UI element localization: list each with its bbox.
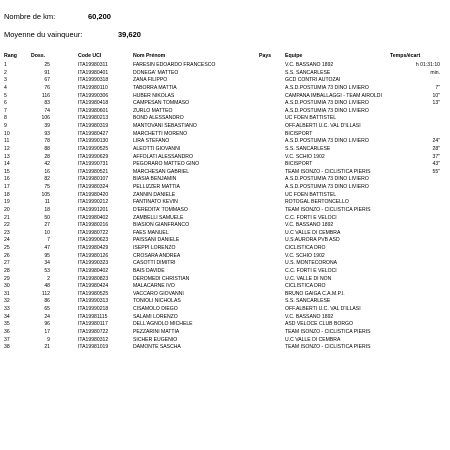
cell-team: U.C VALLE DI CEMBRA (285, 336, 341, 343)
table-row (0, 298, 450, 306)
cell-code: ITA19990629 (78, 153, 109, 160)
cell-rang: 23 (4, 229, 10, 236)
cell-doss: 106 (41, 115, 50, 122)
table-row (0, 344, 450, 352)
cell-doss: 25 (44, 62, 50, 68)
cell-code: ITA19980521 (78, 168, 109, 175)
cell-rang: 11 (4, 138, 10, 145)
cell-doss: 42 (44, 161, 50, 168)
cell-doss: 95 (44, 252, 50, 259)
cell-rang: 19 (4, 199, 10, 206)
cell-name: ALEOTTI GIOVANNI (133, 145, 181, 152)
cell-code: ITA19990525 (78, 145, 109, 152)
cell-doss: 86 (44, 298, 50, 305)
cell-team: A.S.D.POSTUMIA 73 DINO LIVIERO (285, 176, 369, 183)
cell-code: ITA19990130 (78, 138, 109, 145)
cell-rang: 2 (4, 69, 7, 76)
cell-doss: 116 (41, 92, 50, 99)
cell-name: VACCARO GIOVANNI (133, 290, 184, 297)
cell-doss: 2 (47, 275, 50, 282)
cell-team: BICISPORT (285, 161, 313, 168)
cell-name: BIASION GIANFRANCO (133, 222, 190, 229)
cell-time: h 01:31:10 (415, 62, 440, 68)
cell-code: ITA19990306 (78, 92, 109, 99)
distance-label: Nombre de km: (4, 12, 56, 21)
cell-rang: 28 (4, 267, 10, 274)
cell-name: MALACARNE IVO (133, 283, 175, 290)
cell-team: V.C. BASSANO 1892 (285, 222, 334, 229)
cell-doss: 76 (44, 84, 50, 91)
table-row (0, 215, 450, 223)
table-row (0, 70, 450, 78)
cell-doss: 93 (44, 130, 50, 137)
table-row (0, 253, 450, 261)
cell-name: DAMONTE SASCHA (133, 344, 181, 351)
cell-doss: 34 (44, 260, 50, 267)
cell-code: ITA19980418 (78, 100, 109, 107)
cell-name: ISEPPI LORENZO (133, 245, 176, 251)
table-row (0, 115, 450, 123)
cell-doss: 48 (44, 283, 50, 290)
cell-name: MARCHETTI MORENO (133, 130, 188, 137)
cell-code: ITA19980110 (78, 84, 108, 91)
cell-code: ITA19981019 (78, 344, 109, 351)
cell-code: ITA19981115 (78, 313, 108, 320)
table-row (0, 237, 450, 245)
cell-team: C.C. FORTI E VELOCI (285, 267, 337, 274)
cell-name: BIASIA BENJAMIN (133, 176, 177, 183)
cell-doss: 82 (44, 176, 50, 183)
cell-team: V.C. BASSANO 1892 (285, 313, 334, 320)
table-row (0, 108, 450, 116)
cell-rang: 29 (4, 275, 10, 282)
cell-code: ITA19980319 (78, 123, 109, 129)
table-row (0, 283, 450, 291)
table-row (0, 131, 450, 139)
cell-doss: 75 (44, 184, 50, 190)
cell-team: UC FOEN BATTISTEL (285, 115, 337, 122)
cell-rang: 37 (4, 336, 10, 343)
table-row (0, 93, 450, 101)
cell-name: HUBER NIKOLAS (133, 92, 175, 99)
cell-doss: 9 (47, 336, 50, 343)
cell-name: ZAMBELLI SAMUELE (133, 214, 184, 221)
cell-doss: 10 (44, 229, 50, 236)
cell-rang: 25 (4, 245, 10, 251)
cell-code: ITA19980402 (78, 214, 109, 221)
table-row (0, 176, 450, 184)
header-doss: Doss. (31, 53, 46, 59)
cell-code: ITA19990212 (78, 199, 109, 206)
cell-name: PELLIZZER MATTIA (133, 184, 180, 190)
table-row (0, 169, 450, 177)
cell-rang: 13 (4, 153, 10, 160)
cell-rang: 33 (4, 306, 10, 312)
cell-code: ITA19980311 (78, 62, 108, 68)
cell-name: CASOTTI DIMITRI (133, 260, 176, 267)
cell-doss: 91 (44, 69, 50, 76)
cell-code: ITA19980213 (78, 115, 109, 122)
header-pays: Pays (259, 53, 272, 59)
table-row (0, 276, 450, 284)
cell-doss: 28 (44, 153, 50, 160)
cell-rang: 9 (4, 123, 7, 129)
cell-name: PEZZARINI MATTIA (133, 328, 180, 335)
table-row (0, 77, 450, 85)
table-row (0, 321, 450, 329)
cell-team: TEAM ISONZO - CICLISTICA PIERIS (285, 206, 371, 213)
cell-name: LIRA STEFANO (133, 138, 170, 145)
cell-time: 24" (432, 138, 440, 145)
cell-rang: 26 (4, 252, 10, 259)
cell-rang: 22 (4, 222, 10, 229)
cell-code: ITA19990731 (78, 161, 109, 168)
cell-team: OFF.ALBERTI U.C. VAL D'ILLASI (285, 123, 361, 129)
cell-rang: 31 (4, 290, 10, 297)
header-time: Temps/écart (390, 53, 421, 59)
cell-code: ITA19980429 (78, 245, 109, 251)
cell-team: TEAM ISONZO - CICLISTICA PIERIS (285, 168, 371, 175)
table-row (0, 138, 450, 146)
distance-stat (4, 12, 111, 21)
cell-doss: 18 (44, 206, 50, 213)
cell-rang: 38 (4, 344, 10, 351)
cell-name: MANTOVANI SEBASTIANO (133, 123, 197, 129)
cell-team: V.C. SCHIO 1902 (285, 153, 325, 160)
table-row (0, 123, 450, 131)
cell-rang: 32 (4, 298, 10, 305)
cell-doss: 24 (44, 313, 50, 320)
cell-doss: 105 (41, 191, 50, 198)
cell-name: D'EREDITA' TOMMASO (133, 206, 188, 213)
cell-doss: 78 (44, 138, 50, 145)
cell-team: C.C. FORTI E VELOCI (285, 214, 337, 221)
cell-doss: 112 (41, 290, 50, 297)
table-row (0, 230, 450, 238)
cell-doss: 65 (44, 306, 50, 312)
cell-code: ITA19980107 (78, 176, 109, 183)
cell-name: FARESIN EDOARDO FRANCESCO (133, 62, 216, 68)
cell-rang: 21 (4, 214, 10, 221)
cell-name: ZANA FILIPPO (133, 77, 168, 84)
cell-rang: 27 (4, 260, 10, 267)
cell-code: ITA19980402 (78, 267, 109, 274)
cell-code: ITA19980722 (78, 229, 109, 236)
cell-rang: 12 (4, 145, 10, 152)
table-row (0, 184, 450, 192)
table-row (0, 146, 450, 154)
cell-doss: 16 (44, 168, 50, 175)
cell-doss: 39 (44, 123, 50, 129)
table-row (0, 199, 450, 207)
cell-team: U.S. MONTECORONA (285, 260, 338, 267)
cell-name: TABORRA MATTIA (133, 84, 177, 91)
cell-name: DONEGA' MATTEO (133, 69, 179, 76)
cell-doss: 47 (44, 245, 50, 251)
cell-team: S.S. SANCARLESE (285, 69, 331, 76)
distance-value: 60,200 (88, 12, 111, 21)
cell-team: S.S. SANCARLESE (285, 298, 331, 305)
cell-team: U.S.AURORA PVB ASD (285, 237, 340, 244)
cell-name: DEROMEDI CHRISTIAN (133, 275, 190, 282)
cell-name: DELL'AGNOLO MICHELE (133, 321, 193, 328)
cell-code: ITA19980126 (78, 252, 109, 259)
cell-name: FAES MANUEL (133, 229, 169, 236)
cell-name: ZURLO MATTEO (133, 107, 173, 114)
cell-rang: 1 (4, 62, 7, 68)
cell-rang: 30 (4, 283, 10, 290)
cell-doss: 11 (44, 199, 50, 206)
cell-rang: 34 (4, 313, 10, 320)
cell-doss: 21 (44, 344, 50, 351)
cell-rang: 35 (4, 321, 10, 328)
cell-doss: 96 (44, 321, 50, 328)
cell-team: CAMPANA IMBALLAGGI - TEAM AIROLDI (285, 92, 382, 99)
cell-rang: 36 (4, 328, 10, 335)
cell-team: ASD VELOCE CLUB BORGO (285, 321, 353, 328)
header-code: Code UCI (78, 53, 102, 59)
cell-code: ITA19990318 (78, 77, 109, 84)
cell-rang: 6 (4, 100, 7, 107)
cell-code: ITA19991201 (78, 206, 109, 213)
winner-speed-label: Moyenne du vainqueur: (4, 30, 83, 39)
winner-speed-value: 39,620 (118, 30, 141, 39)
cell-team: ROTOGAL BERTONCELLO (285, 199, 349, 206)
cell-name: BOND ALESSANDRO (133, 115, 184, 122)
cell-code: ITA19990323 (78, 260, 109, 267)
cell-time: 10" (432, 92, 440, 99)
cell-code: ITA19980427 (78, 130, 109, 137)
cell-team: V.C. SCHIO 1902 (285, 252, 325, 259)
cell-rang: 8 (4, 115, 7, 122)
table-header (0, 53, 450, 61)
cell-team: A.S.D.POSTUMIA 73 DINO LIVIERO (285, 184, 369, 190)
cell-team: CICLISTICA DRO (285, 245, 326, 251)
cell-rang: 24 (4, 237, 10, 244)
table-row (0, 207, 450, 215)
header-name: Nom Prénom (133, 53, 166, 59)
cell-doss: 7 (47, 237, 50, 244)
table-row (0, 192, 450, 200)
cell-time: min. (430, 69, 440, 76)
cell-name: MARCHESAN GABRIEL (133, 168, 190, 175)
cell-team: GCD CONTRI AUTOZAI (285, 77, 341, 84)
cell-rang: 20 (4, 206, 10, 213)
cell-doss: 67 (44, 77, 50, 84)
cell-code: ITA19980823 (78, 275, 109, 282)
cell-team: OFF.ALBERTI U.C. VAL D'ILLASI (285, 306, 361, 312)
cell-doss: 53 (44, 267, 50, 274)
cell-name: CROSARA ANDREA (133, 252, 181, 259)
cell-name: TONIOLI NICHOLAS (133, 298, 181, 305)
table-row (0, 245, 450, 253)
cell-doss: 83 (44, 100, 50, 107)
cell-team: V.C. BASSANO 1892 (285, 62, 334, 68)
cell-rang: 16 (4, 176, 10, 183)
table-row (0, 260, 450, 268)
cell-code: ITA19980424 (78, 283, 109, 290)
cell-name: CISAMOLO DIEGO (133, 306, 178, 312)
cell-time: 13" (432, 100, 440, 107)
table-row (0, 85, 450, 93)
cell-rang: 17 (4, 184, 10, 190)
cell-code: ITA19980117 (78, 321, 108, 328)
cell-rang: 10 (4, 130, 10, 137)
table-row (0, 222, 450, 230)
cell-team: TEAM ISONZO - CICLISTICA PIERIS (285, 328, 371, 335)
table-row (0, 337, 450, 345)
results-table (0, 62, 450, 352)
cell-time: 37" (432, 153, 440, 160)
table-row (0, 154, 450, 162)
cell-doss: 88 (44, 145, 50, 152)
table-row (0, 306, 450, 314)
cell-code: ITA19980601 (78, 107, 109, 114)
cell-rang: 5 (4, 92, 7, 99)
cell-name: ZANNIN DANIELE (133, 191, 176, 198)
cell-rang: 15 (4, 168, 10, 175)
cell-code: ITA19990313 (78, 298, 109, 305)
cell-code: ITA19990623 (78, 237, 109, 244)
cell-rang: 3 (4, 77, 7, 84)
cell-team: A.S.D.POSTUMIA 73 DINO LIVIERO (285, 138, 369, 145)
cell-team: U.C. VALLE DI NON (285, 275, 332, 282)
cell-code: ITA19980216 (78, 222, 109, 229)
table-row (0, 314, 450, 322)
cell-doss: 50 (44, 214, 50, 221)
cell-rang: 14 (4, 161, 10, 168)
cell-team: CICLISTICA DRO (285, 283, 326, 290)
table-row (0, 329, 450, 337)
cell-code: ITA19980401 (78, 69, 109, 76)
table-row (0, 161, 450, 169)
header-team: Equipe (285, 53, 303, 59)
cell-team: U.C VALLE DI CEMBRA (285, 229, 341, 236)
winner-speed-stat (4, 30, 141, 39)
cell-name: PAISSANI DANIELE (133, 237, 180, 244)
cell-team: TEAM ISONZO - CICLISTICA PIERIS (285, 344, 371, 351)
cell-time: 55" (432, 168, 440, 175)
cell-team: BRUNO GAIGA C.A.M.P.I. (285, 290, 345, 297)
header-rang: Rang (4, 53, 17, 59)
table-row (0, 291, 450, 299)
cell-team: S.S. SANCARLESE (285, 145, 331, 152)
cell-code: ITA19990218 (78, 306, 109, 312)
cell-name: FANTINATO KEVIN (133, 199, 178, 206)
cell-team: UC FOEN BATTISTEL (285, 191, 337, 198)
cell-code: ITA19980324 (78, 184, 109, 190)
cell-rang: 4 (4, 84, 7, 91)
cell-name: SICHER EUGENIO (133, 336, 178, 343)
table-row (0, 268, 450, 276)
cell-name: SALAMI LORENZO (133, 313, 178, 320)
cell-name: BAIS DAVIDE (133, 267, 165, 274)
cell-doss: 74 (44, 107, 50, 114)
cell-rang: 7 (4, 107, 7, 114)
table-row (0, 62, 450, 70)
cell-time: 7" (435, 84, 440, 91)
cell-code: ITA19980525 (78, 290, 109, 297)
cell-team: A.S.D.POSTUMIA 73 DINO LIVIERO (285, 84, 369, 91)
cell-code: ITA19980312 (78, 336, 109, 343)
cell-team: A.S.D.POSTUMIA 73 DINO LIVIERO (285, 100, 369, 107)
cell-time: 43" (432, 161, 440, 168)
cell-rang: 18 (4, 191, 10, 198)
cell-code: ITA19980420 (78, 191, 109, 198)
cell-code: ITA19980722 (78, 328, 109, 335)
cell-team: A.S.D.POSTUMIA 73 DINO LIVIERO (285, 107, 369, 114)
cell-team: BICISPORT (285, 130, 313, 137)
cell-name: PEGORARO MATTEO GINO (133, 161, 200, 168)
cell-time: 28" (432, 145, 440, 152)
cell-name: CAMPESAN TOMMASO (133, 100, 190, 107)
cell-doss: 17 (44, 328, 50, 335)
cell-name: AFFOLATI ALESSANDRO (133, 153, 193, 160)
cell-doss: 27 (44, 222, 50, 229)
table-row (0, 100, 450, 108)
